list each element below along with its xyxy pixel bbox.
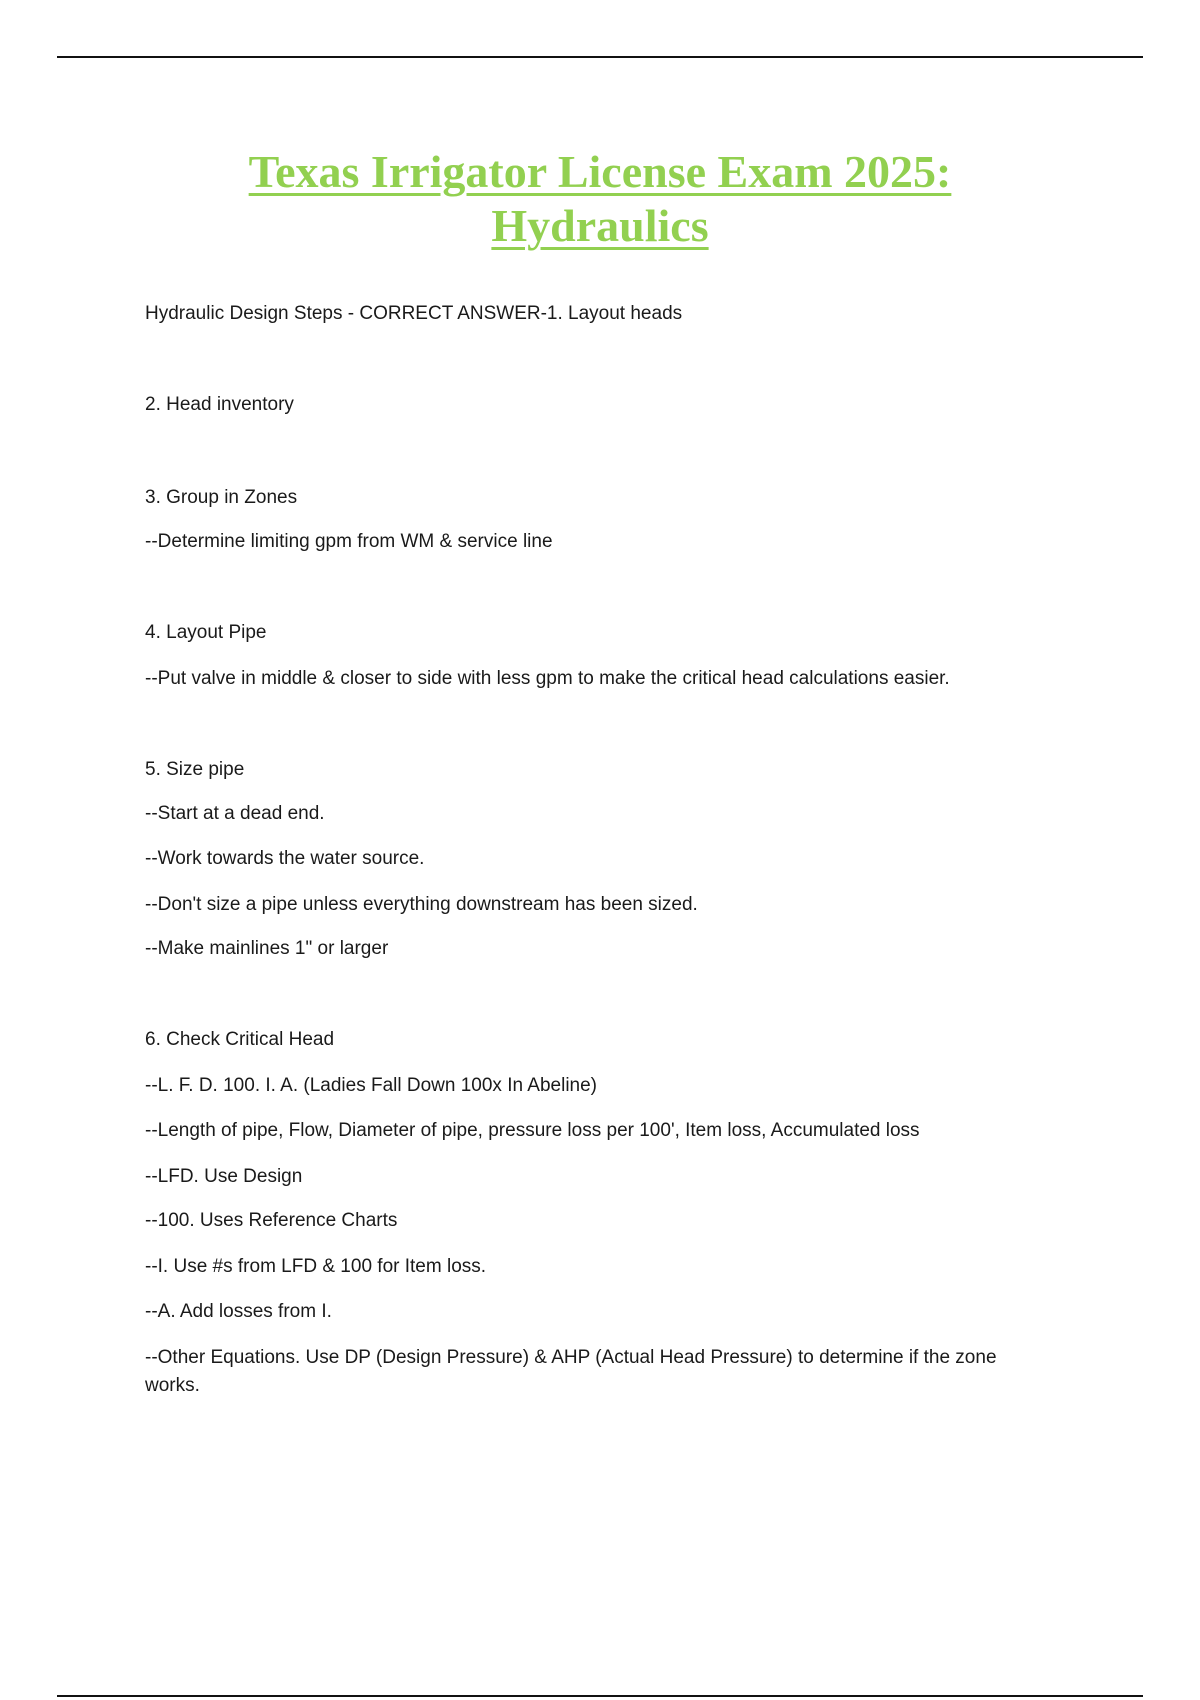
step-5-note-4: --Make mainlines 1" or larger: [145, 938, 389, 959]
step-6-heading: 6. Check Critical Head: [145, 1029, 335, 1050]
step-6-note-7: --Other Equations. Use DP (Design Pressure) & AHP (Actual Head Pressure) to determine if the zone works.: [145, 1347, 997, 1396]
step-6-note-2: --Length of pipe, Flow, Diameter of pipe, pressure loss per 100', Item loss, Accumulated loss: [145, 1120, 920, 1141]
title-line-1: Texas Irrigator License Exam 2025:: [248, 146, 952, 197]
step-6-note-6: --A. Add losses from I.: [145, 1301, 332, 1322]
step-3-heading: 3. Group in Zones: [145, 487, 298, 508]
step-5-note-2: --Work towards the water source.: [145, 848, 425, 869]
step-3-note: --Determine limiting gpm from WM & service line: [145, 531, 553, 552]
step-6-note-3: --LFD. Use Design: [145, 1166, 303, 1187]
bottom-rule: [57, 1695, 1143, 1697]
step-6-note-1: --L. F. D. 100. I. A. (Ladies Fall Down 100x In Abeline): [145, 1075, 598, 1096]
step-5-note-1: --Start at a dead end.: [145, 803, 325, 824]
step-4-heading: 4. Layout Pipe: [145, 622, 267, 643]
step-6-note-4: --100. Uses Reference Charts: [145, 1210, 398, 1231]
step-4-note: --Put valve in middle & closer to side with less gpm to make the critical head calculations easier.: [145, 668, 950, 689]
step-5-heading: 5. Size pipe: [145, 759, 245, 780]
step-6-note-5: --I. Use #s from LFD & 100 for Item loss.: [145, 1256, 487, 1277]
document-title: [0, 145, 1200, 253]
step-5-note-3: --Don't size a pipe unless everything downstream has been sized.: [145, 894, 698, 915]
top-rule: [57, 56, 1143, 58]
title-line-2: Hydraulics: [491, 200, 709, 251]
step-2-heading: 2. Head inventory: [145, 394, 294, 415]
qa-question-line: Hydraulic Design Steps - CORRECT ANSWER-1. Layout heads: [145, 303, 683, 324]
